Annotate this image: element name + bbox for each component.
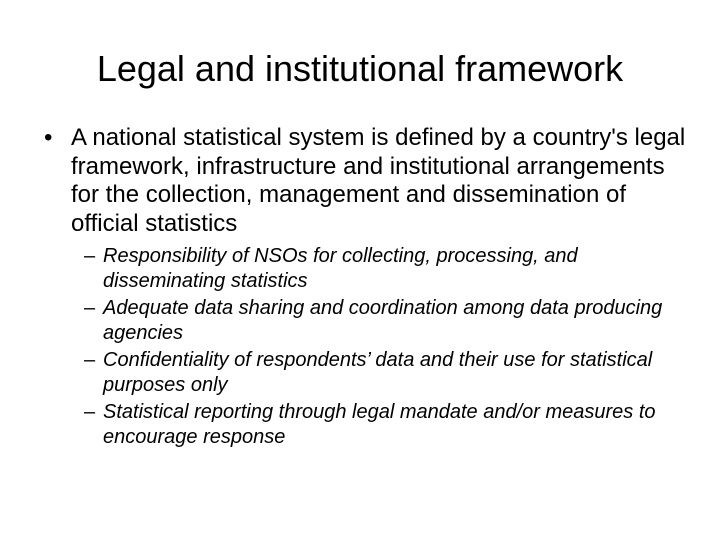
slide-title: Legal and institutional framework <box>96 48 624 89</box>
sub-bullet-item <box>44 244 694 294</box>
sub-bullet-text: Statistical reporting through legal mandate and/or measures to encourage response <box>103 401 656 448</box>
sub-bullet-item <box>44 400 694 450</box>
main-bullet-text: A national statistical system is defined by a country's legal framework, infrastructure and institutional arrangements for the collection, management and dissemination of official statistics <box>71 124 686 237</box>
dash-marker: – <box>84 349 96 371</box>
slide-body <box>44 124 694 452</box>
dash-marker: – <box>84 245 96 267</box>
sub-bullet-list <box>44 244 694 450</box>
sub-bullet-text: Responsibility of NSOs for collecting, processing, and disseminating statistics <box>103 245 578 292</box>
main-bullet <box>44 124 694 238</box>
sub-bullet-text: Adequate data sharing and coordination among data producing agencies <box>103 297 663 344</box>
dash-marker: – <box>84 297 96 319</box>
sub-bullet-text: Confidentiality of respondents’ data and their use for statistical purposes only <box>103 349 653 396</box>
sub-bullet-item <box>44 348 694 398</box>
bullet-marker: • <box>44 124 53 151</box>
sub-bullet-item <box>44 296 694 346</box>
dash-marker: – <box>84 401 96 423</box>
